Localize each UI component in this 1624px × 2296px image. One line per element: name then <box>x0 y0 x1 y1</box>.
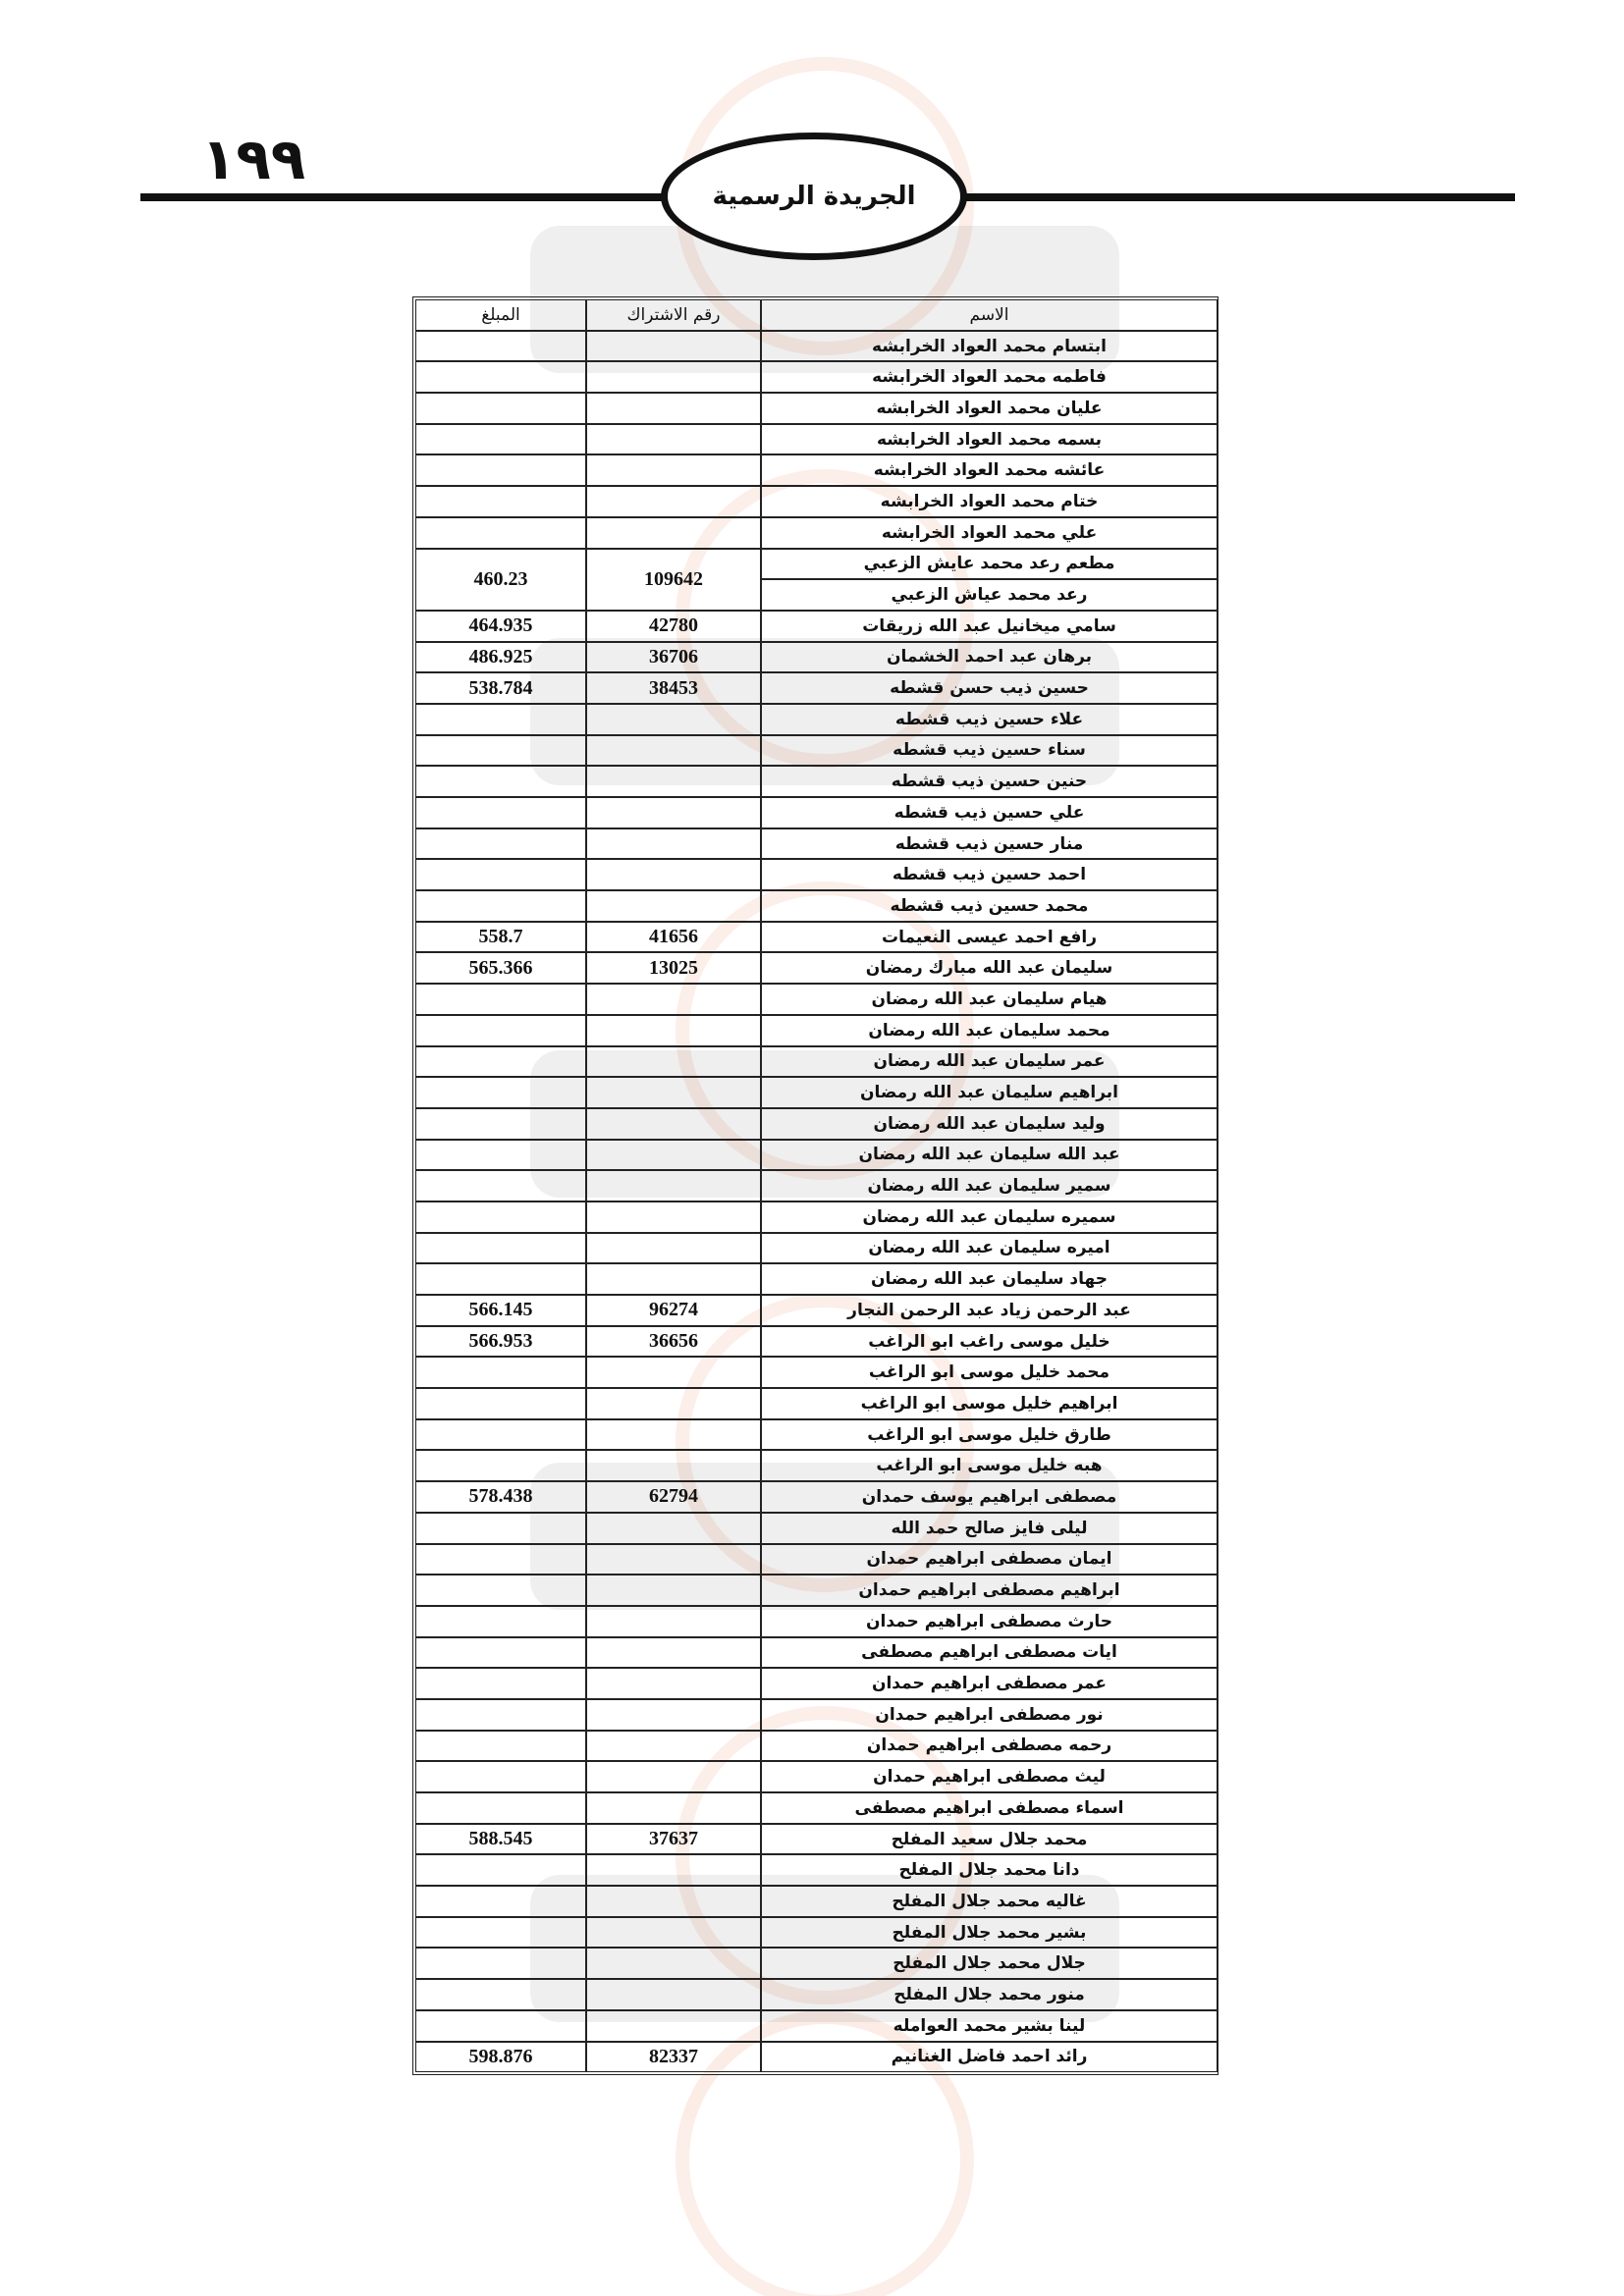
subscription-cell <box>586 1077 761 1108</box>
subscription-cell <box>586 766 761 797</box>
name-cell: حسين ذيب حسن قشطه <box>761 672 1218 704</box>
table-row <box>415 984 1218 1015</box>
amount-cell <box>415 1140 586 1171</box>
name-cell: علي محمد العواد الخرابشه <box>761 517 1218 549</box>
subscription-cell <box>586 1108 761 1140</box>
amount-cell <box>415 1450 586 1481</box>
subscription-cell <box>586 1015 761 1046</box>
name-cell: اسماء مصطفى ابراهيم مصطفى <box>761 1792 1218 1824</box>
subscription-cell <box>586 331 761 362</box>
name-cell: عائشه محمد العواد الخرابشه <box>761 454 1218 486</box>
table-row <box>415 1046 1218 1078</box>
header-subscription: رقم الاشتراك <box>586 299 761 331</box>
amount-cell <box>415 1170 586 1201</box>
table-row <box>415 1699 1218 1731</box>
name-cell: ايمان مصطفى ابراهيم حمدان <box>761 1544 1218 1575</box>
amount-cell <box>415 1544 586 1575</box>
name-cell: اميره سليمان عبد الله رمضان <box>761 1233 1218 1264</box>
table-row <box>415 517 1218 549</box>
amount-cell: 460.23 <box>415 549 586 611</box>
name-cell: ابراهيم خليل موسى ابو الراغب <box>761 1388 1218 1419</box>
table-row <box>415 2010 1218 2042</box>
name-cell: عليان محمد العواد الخرابشه <box>761 393 1218 424</box>
table-row <box>415 1854 1218 1886</box>
subscription-cell <box>586 1357 761 1388</box>
subscription-cell <box>586 828 761 860</box>
subscription-cell <box>586 517 761 549</box>
page-number: ١٩٩ <box>201 126 306 192</box>
amount-cell <box>415 1792 586 1824</box>
table-row <box>415 1824 1218 1855</box>
name-cell: حارث مصطفى ابراهيم حمدان <box>761 1606 1218 1637</box>
name-cell: سناء حسين ذيب قشطه <box>761 735 1218 767</box>
name-cell: برهان عبد احمد الخشمان <box>761 642 1218 673</box>
subscription-cell <box>586 1513 761 1544</box>
name-cell: حنين حسين ذيب قشطه <box>761 766 1218 797</box>
table-row <box>415 735 1218 767</box>
table-row <box>415 859 1218 890</box>
amount-cell: 578.438 <box>415 1481 586 1513</box>
name-cell: ابتسام محمد العواد الخرابشه <box>761 331 1218 362</box>
table-row <box>415 424 1218 455</box>
name-cell: لينا بشير محمد العوامله <box>761 2010 1218 2042</box>
table-row <box>415 331 1218 362</box>
amount-cell <box>415 331 586 362</box>
subscription-cell <box>586 1575 761 1606</box>
name-cell: سمير سليمان عبد الله رمضان <box>761 1170 1218 1201</box>
subscription-cell: 36706 <box>586 642 761 673</box>
name-cell: نور مصطفى ابراهيم حمدان <box>761 1699 1218 1731</box>
amount-cell <box>415 1606 586 1637</box>
amount-cell <box>415 2010 586 2042</box>
name-cell: طارق خليل موسى ابو الراغب <box>761 1419 1218 1451</box>
header-name: الاسم <box>761 299 1218 331</box>
subscription-cell <box>586 361 761 393</box>
table-row <box>415 1201 1218 1233</box>
name-cell: مصطفى ابراهيم يوسف حمدان <box>761 1481 1218 1513</box>
table-row <box>415 1170 1218 1201</box>
amount-cell <box>415 984 586 1015</box>
amount-cell <box>415 1854 586 1886</box>
name-cell: رعد محمد عياش الزعبي <box>761 579 1218 611</box>
amount-cell <box>415 797 586 828</box>
table-row <box>415 1388 1218 1419</box>
subscription-cell: 109642 <box>586 549 761 611</box>
amount-cell <box>415 1761 586 1792</box>
header-title: الجريدة الرسمية <box>712 182 916 211</box>
subscription-cell: 38453 <box>586 672 761 704</box>
amount-cell: 598.876 <box>415 2042 586 2073</box>
name-cell: منار حسين ذيب قشطه <box>761 828 1218 860</box>
subscription-cell <box>586 735 761 767</box>
amount-cell <box>415 517 586 549</box>
header-oval <box>661 133 967 260</box>
amount-cell: 566.145 <box>415 1295 586 1326</box>
name-cell: هبه خليل موسى ابو الراغب <box>761 1450 1218 1481</box>
amount-cell <box>415 766 586 797</box>
table-row <box>415 797 1218 828</box>
table-row <box>415 2042 1218 2073</box>
amount-cell <box>415 828 586 860</box>
name-cell: بسمه محمد العواد الخرابشه <box>761 424 1218 455</box>
table-row <box>415 486 1218 517</box>
table-row <box>415 549 1218 580</box>
table-row <box>415 1917 1218 1949</box>
subscription-cell <box>586 1388 761 1419</box>
amount-cell <box>415 1388 586 1419</box>
subscribers-table <box>412 296 1218 2075</box>
subscription-cell: 96274 <box>586 1295 761 1326</box>
amount-cell: 538.784 <box>415 672 586 704</box>
table-row <box>415 1140 1218 1171</box>
table-row <box>415 1792 1218 1824</box>
name-cell: رحمه مصطفى ابراهيم حمدان <box>761 1731 1218 1762</box>
subscription-cell <box>586 1699 761 1731</box>
amount-cell <box>415 361 586 393</box>
table-row <box>415 1979 1218 2010</box>
name-cell: عمر مصطفى ابراهيم حمدان <box>761 1668 1218 1699</box>
table-row <box>415 1886 1218 1917</box>
subscription-cell <box>586 1606 761 1637</box>
table-row <box>415 1948 1218 1979</box>
subscription-cell <box>586 1140 761 1171</box>
subscription-cell <box>586 704 761 735</box>
name-cell: محمد سليمان عبد الله رمضان <box>761 1015 1218 1046</box>
table-row <box>415 1544 1218 1575</box>
name-cell: فاطمه محمد العواد الخرابشه <box>761 361 1218 393</box>
amount-cell <box>415 486 586 517</box>
subscription-cell: 42780 <box>586 611 761 642</box>
amount-cell <box>415 1637 586 1669</box>
name-cell: رافع احمد عيسى النعيمات <box>761 922 1218 953</box>
name-cell: عبد الرحمن زياد عبد الرحمن النجار <box>761 1295 1218 1326</box>
name-cell: ليلى فايز صالح حمد الله <box>761 1513 1218 1544</box>
subscription-cell <box>586 1792 761 1824</box>
table-row <box>415 1108 1218 1140</box>
table-row <box>415 454 1218 486</box>
subscription-cell <box>586 424 761 455</box>
amount-cell <box>415 1513 586 1544</box>
name-cell: احمد حسين ذيب قشطه <box>761 859 1218 890</box>
name-cell: محمد جلال سعيد المفلح <box>761 1824 1218 1855</box>
amount-cell <box>415 1357 586 1388</box>
table-row <box>415 1481 1218 1513</box>
amount-cell: 486.925 <box>415 642 586 673</box>
amount-cell <box>415 1731 586 1762</box>
name-cell: هيام سليمان عبد الله رمضان <box>761 984 1218 1015</box>
name-cell: علي حسين ذيب قشطه <box>761 797 1218 828</box>
amount-cell: 558.7 <box>415 922 586 953</box>
subscription-cell <box>586 1046 761 1078</box>
amount-cell <box>415 1948 586 1979</box>
table-row <box>415 1606 1218 1637</box>
amount-cell <box>415 1233 586 1264</box>
name-cell: عمر سليمان عبد الله رمضان <box>761 1046 1218 1078</box>
table-row <box>415 1015 1218 1046</box>
table-row <box>415 672 1218 704</box>
amount-cell <box>415 1917 586 1949</box>
subscription-cell: 13025 <box>586 952 761 984</box>
name-cell: منور محمد جلال المفلح <box>761 1979 1218 2010</box>
amount-cell <box>415 890 586 922</box>
name-cell: ليث مصطفى ابراهيم حمدان <box>761 1761 1218 1792</box>
subscription-cell: 37637 <box>586 1824 761 1855</box>
amount-cell: 464.935 <box>415 611 586 642</box>
subscription-cell <box>586 1731 761 1762</box>
amount-cell <box>415 1886 586 1917</box>
name-cell: علاء حسين ذيب قشطه <box>761 704 1218 735</box>
name-cell: رائد احمد فاضل الغنانيم <box>761 2042 1218 2073</box>
subscription-cell <box>586 859 761 890</box>
amount-cell <box>415 454 586 486</box>
amount-cell: 566.953 <box>415 1326 586 1358</box>
amount-cell <box>415 859 586 890</box>
table-row <box>415 952 1218 984</box>
table-row <box>415 1263 1218 1295</box>
table-row <box>415 766 1218 797</box>
subscription-cell <box>586 1544 761 1575</box>
subscription-cell <box>586 1668 761 1699</box>
table-row <box>415 1419 1218 1451</box>
name-cell: وليد سليمان عبد الله رمضان <box>761 1108 1218 1140</box>
name-cell: محمد حسين ذيب قشطه <box>761 890 1218 922</box>
name-cell: ختام محمد العواد الخرابشه <box>761 486 1218 517</box>
table-row <box>415 922 1218 953</box>
name-cell: سامي ميخانيل عبد الله زريقات <box>761 611 1218 642</box>
table-row <box>415 1637 1218 1669</box>
subscription-cell <box>586 1886 761 1917</box>
subscription-cell <box>586 1170 761 1201</box>
name-cell: ابراهيم مصطفى ابراهيم حمدان <box>761 1575 1218 1606</box>
name-cell: غاليه محمد جلال المفلح <box>761 1886 1218 1917</box>
table-row <box>415 1450 1218 1481</box>
name-cell: جلال محمد جلال المفلح <box>761 1948 1218 1979</box>
table-row <box>415 828 1218 860</box>
subscription-cell <box>586 1761 761 1792</box>
table-row <box>415 1077 1218 1108</box>
table-row <box>415 1233 1218 1264</box>
subscription-cell <box>586 1979 761 2010</box>
amount-cell <box>415 1979 586 2010</box>
amount-cell <box>415 1108 586 1140</box>
name-cell: بشير محمد جلال المفلح <box>761 1917 1218 1949</box>
subscription-cell <box>586 1854 761 1886</box>
name-cell: سميره سليمان عبد الله رمضان <box>761 1201 1218 1233</box>
subscription-cell: 62794 <box>586 1481 761 1513</box>
table-row <box>415 1731 1218 1762</box>
table-row <box>415 361 1218 393</box>
table-row <box>415 611 1218 642</box>
table-row <box>415 1575 1218 1606</box>
amount-cell <box>415 735 586 767</box>
table-row <box>415 704 1218 735</box>
name-cell: ابراهيم سليمان عبد الله رمضان <box>761 1077 1218 1108</box>
name-cell: عبد الله سليمان عبد الله رمضان <box>761 1140 1218 1171</box>
subscription-cell <box>586 1948 761 1979</box>
subscription-cell <box>586 1637 761 1669</box>
amount-cell <box>415 1575 586 1606</box>
name-cell: ايات مصطفى ابراهيم مصطفى <box>761 1637 1218 1669</box>
subscription-cell: 82337 <box>586 2042 761 2073</box>
table-row <box>415 393 1218 424</box>
table-row <box>415 1295 1218 1326</box>
subscription-cell <box>586 1917 761 1949</box>
table-row <box>415 1668 1218 1699</box>
subscription-cell <box>586 1233 761 1264</box>
table-row <box>415 1326 1218 1358</box>
name-cell: دانا محمد جلال المفلح <box>761 1854 1218 1886</box>
amount-cell <box>415 1015 586 1046</box>
table-row <box>415 1513 1218 1544</box>
amount-cell: 588.545 <box>415 1824 586 1855</box>
subscription-cell: 36656 <box>586 1326 761 1358</box>
amount-cell <box>415 1419 586 1451</box>
table-row <box>415 642 1218 673</box>
table-body <box>415 331 1218 2073</box>
name-cell: خليل موسى راغب ابو الراغب <box>761 1326 1218 1358</box>
subscription-cell <box>586 984 761 1015</box>
subscription-cell <box>586 486 761 517</box>
table-row <box>415 1761 1218 1792</box>
name-cell: سليمان عبد الله مبارك رمضان <box>761 952 1218 984</box>
table-row <box>415 890 1218 922</box>
name-cell: جهاد سليمان عبد الله رمضان <box>761 1263 1218 1295</box>
amount-cell <box>415 1077 586 1108</box>
amount-cell <box>415 1699 586 1731</box>
subscription-cell <box>586 1419 761 1451</box>
amount-cell <box>415 393 586 424</box>
amount-cell <box>415 1201 586 1233</box>
subscription-cell <box>586 1201 761 1233</box>
amount-cell <box>415 1668 586 1699</box>
table-row <box>415 1357 1218 1388</box>
amount-cell <box>415 424 586 455</box>
subscription-cell <box>586 393 761 424</box>
amount-cell: 565.366 <box>415 952 586 984</box>
subscription-cell <box>586 797 761 828</box>
table-header-row <box>415 299 1218 331</box>
subscription-cell: 41656 <box>586 922 761 953</box>
amount-cell <box>415 1263 586 1295</box>
amount-cell <box>415 1046 586 1078</box>
subscription-cell <box>586 1450 761 1481</box>
subscription-cell <box>586 454 761 486</box>
amount-cell <box>415 704 586 735</box>
subscription-cell <box>586 1263 761 1295</box>
header-amount: المبلغ <box>415 299 586 331</box>
name-cell: محمد خليل موسى ابو الراغب <box>761 1357 1218 1388</box>
name-cell: مطعم رعد محمد عايش الزعبي <box>761 549 1218 580</box>
subscription-cell <box>586 2010 761 2042</box>
subscription-cell <box>586 890 761 922</box>
